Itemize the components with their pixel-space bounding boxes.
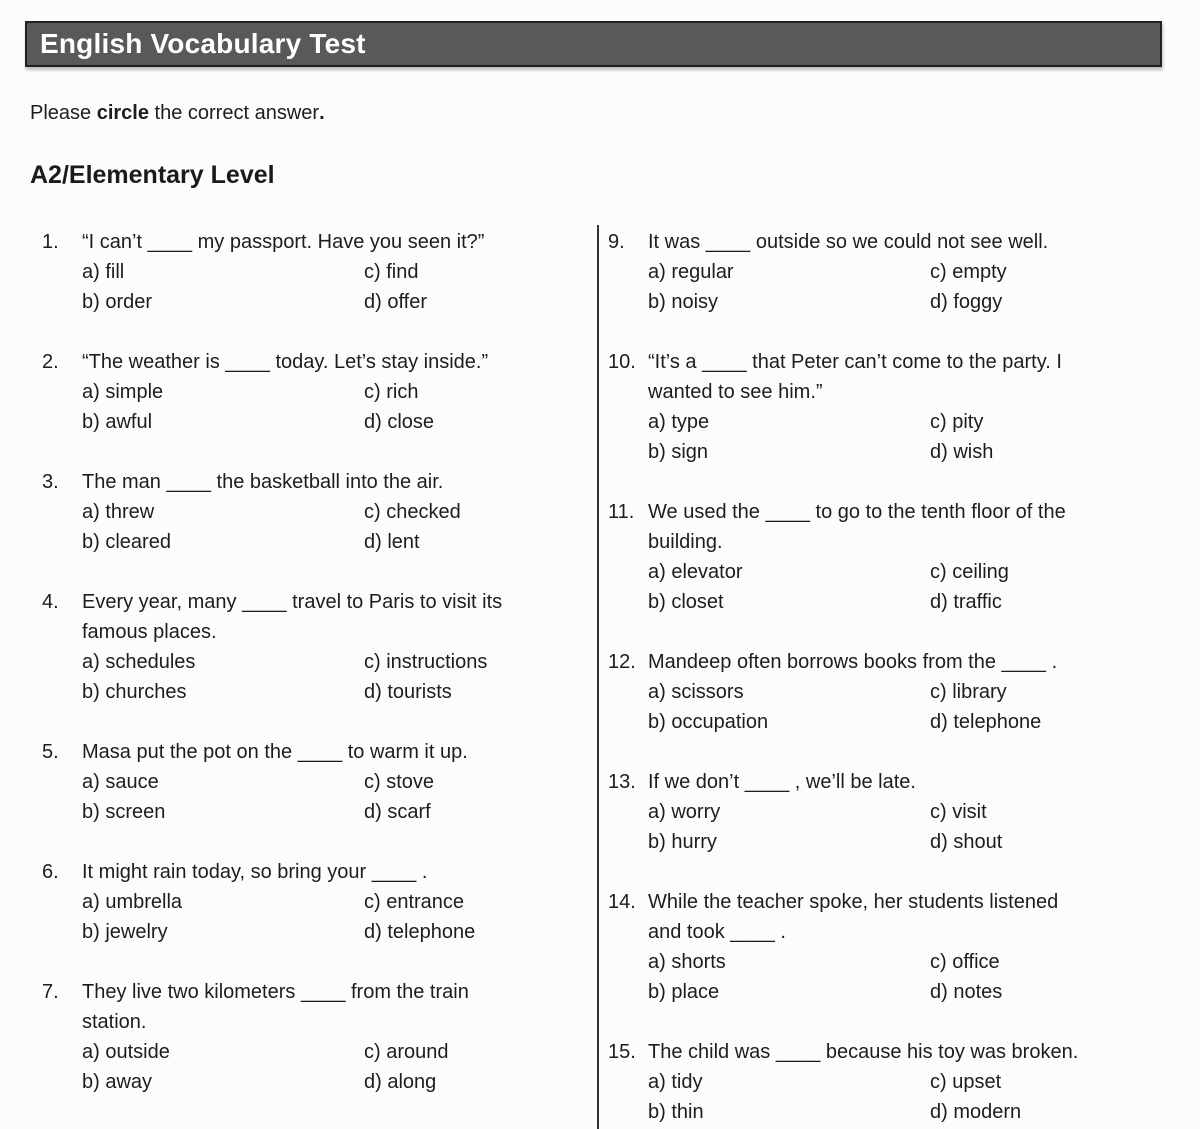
question-stem-line: “The weather is ____ today. Let’s stay inside.” <box>82 351 489 373</box>
option-row <box>82 407 587 437</box>
question-stem-line: building. <box>648 531 723 553</box>
question-stem-line: The man ____ the basketball into the air. <box>82 471 444 493</box>
answer-option: d) lent <box>364 531 420 553</box>
answer-option: a) type <box>648 411 710 433</box>
instructions-bold-word: circle <box>96 102 149 124</box>
option-row <box>82 287 587 317</box>
option-row <box>648 707 1183 737</box>
question-item <box>608 497 1183 617</box>
question-stem-line: They live two kilometers ____ from the train <box>82 981 469 1003</box>
question-body <box>648 647 1183 737</box>
instructions-line <box>30 100 325 126</box>
question-item <box>608 647 1183 737</box>
answer-option: d) telephone <box>364 921 476 943</box>
option-row <box>648 677 1183 707</box>
question-number: 7. <box>42 981 59 1003</box>
question-stem-line: “It’s a ____ that Peter can’t come to the party. I <box>648 351 1062 373</box>
option-row <box>82 377 587 407</box>
question-stem-line: Every year, many ____ travel to Paris to visit its <box>82 591 503 613</box>
option-row <box>648 827 1183 857</box>
answer-option: c) pity <box>930 411 984 433</box>
answer-option: c) checked <box>364 501 461 523</box>
answer-option: b) away <box>82 1071 153 1093</box>
question-item <box>608 227 1183 317</box>
answer-option: b) screen <box>82 801 166 823</box>
answer-option: a) threw <box>82 501 155 523</box>
question-stem-line: station. <box>82 1011 147 1033</box>
question-item <box>42 977 587 1097</box>
question-stem-line: wanted to see him.” <box>648 381 823 403</box>
option-row <box>82 647 587 677</box>
question-number: 1. <box>42 231 59 253</box>
answer-option: d) shout <box>930 831 1003 853</box>
question-number: 12. <box>608 651 636 673</box>
option-row <box>82 677 587 707</box>
answer-option: c) rich <box>364 381 419 403</box>
question-body <box>82 347 587 437</box>
answer-option: b) sign <box>648 441 709 463</box>
question-item <box>42 737 587 827</box>
answer-option: d) scarf <box>364 801 431 823</box>
option-row <box>82 1037 587 1067</box>
answer-option: c) around <box>364 1041 449 1063</box>
answer-option: b) churches <box>82 681 187 703</box>
question-number: 11. <box>608 501 635 523</box>
question-number: 9. <box>608 231 625 253</box>
option-row <box>82 257 587 287</box>
question-number: 4. <box>42 591 59 613</box>
question-number: 10. <box>608 351 636 373</box>
option-row <box>82 767 587 797</box>
question-item <box>42 347 587 437</box>
question-body <box>82 857 587 947</box>
answer-option: d) foggy <box>930 291 1003 313</box>
question-stem-line: If we don’t ____ , we’ll be late. <box>648 771 916 793</box>
answer-option: b) hurry <box>648 831 717 853</box>
answer-option: d) notes <box>930 981 1003 1003</box>
answer-option: d) wish <box>930 441 994 463</box>
option-row <box>648 257 1183 287</box>
answer-option: d) traffic <box>930 591 1002 613</box>
answer-option: b) jewelry <box>82 921 168 943</box>
question-number: 5. <box>42 741 59 763</box>
answer-option: b) place <box>648 981 720 1003</box>
answer-option: c) office <box>930 951 1000 973</box>
question-body <box>82 587 587 707</box>
answer-option: b) cleared <box>82 531 171 553</box>
question-number: 14. <box>608 891 636 913</box>
answer-option: b) order <box>82 291 153 313</box>
question-body <box>648 347 1183 467</box>
title-bar <box>25 21 1162 67</box>
question-stem-line: “I can’t ____ my passport. Have you seen it?” <box>82 231 485 253</box>
question-stem-line: famous places. <box>82 621 217 643</box>
question-stem-line: and took ____ . <box>648 921 786 943</box>
answer-option: a) worry <box>648 801 721 823</box>
question-body <box>648 227 1183 317</box>
answer-option: d) close <box>364 411 435 433</box>
option-row <box>648 947 1183 977</box>
option-row <box>82 917 587 947</box>
answer-option: d) offer <box>364 291 427 313</box>
answer-option: d) tourists <box>364 681 452 703</box>
question-body <box>648 887 1183 1007</box>
option-row <box>648 557 1183 587</box>
question-item <box>608 347 1183 467</box>
question-stem-line: The child was ____ because his toy was broken. <box>648 1041 1079 1063</box>
question-body <box>82 467 587 557</box>
option-row <box>648 587 1183 617</box>
option-row <box>648 1097 1183 1127</box>
answer-option: c) visit <box>930 801 987 823</box>
answer-option: c) instructions <box>364 651 488 673</box>
option-row <box>648 797 1183 827</box>
answer-option: b) thin <box>648 1101 704 1123</box>
instructions-text: the correct answer <box>148 102 320 124</box>
option-row <box>648 977 1183 1007</box>
answer-option: b) closet <box>648 591 724 613</box>
answer-option: d) modern <box>930 1101 1022 1123</box>
question-body <box>648 497 1183 617</box>
question-stem-line: Masa put the pot on the ____ to warm it up. <box>82 741 468 763</box>
answer-option: a) regular <box>648 261 734 283</box>
question-stem-line: It was ____ outside so we could not see well. <box>648 231 1049 253</box>
question-stem-line: We used the ____ to go to the tenth floor of the <box>648 501 1066 523</box>
answer-option: a) umbrella <box>82 891 183 913</box>
question-stem-line: It might rain today, so bring your ____ . <box>82 861 428 883</box>
question-item <box>42 467 587 557</box>
answer-option: a) elevator <box>648 561 743 583</box>
option-row <box>82 887 587 917</box>
option-row <box>82 527 587 557</box>
answer-option: b) awful <box>82 411 153 433</box>
answer-option: b) occupation <box>648 711 769 733</box>
questions-column-right <box>608 227 1183 1129</box>
question-stem-line: Mandeep often borrows books from the ____ . <box>648 651 1058 673</box>
answer-option: c) empty <box>930 261 1007 283</box>
option-row <box>82 497 587 527</box>
question-item <box>608 767 1183 857</box>
question-item <box>608 1037 1183 1127</box>
answer-option: a) sauce <box>82 771 159 793</box>
answer-option: b) noisy <box>648 291 719 313</box>
question-item <box>608 887 1183 1007</box>
column-divider <box>597 225 599 1129</box>
answer-option: d) telephone <box>930 711 1042 733</box>
answer-option: a) fill <box>82 261 125 283</box>
answer-option: c) stove <box>364 771 435 793</box>
question-body <box>82 737 587 827</box>
answer-option: a) tidy <box>648 1071 703 1093</box>
answer-option: c) upset <box>930 1071 1002 1093</box>
question-body <box>82 227 587 317</box>
instructions-bold-word: . <box>319 102 325 124</box>
question-stem-line: While the teacher spoke, her students listened <box>648 891 1059 913</box>
section-heading: A2/Elementary Level <box>30 161 275 189</box>
question-body <box>648 767 1183 857</box>
question-item <box>42 857 587 947</box>
question-number: 3. <box>42 471 59 493</box>
answer-option: d) along <box>364 1071 437 1093</box>
option-row <box>82 797 587 827</box>
question-number: 13. <box>608 771 636 793</box>
question-body <box>82 977 587 1097</box>
answer-option: a) scissors <box>648 681 744 703</box>
option-row <box>648 287 1183 317</box>
answer-option: c) entrance <box>364 891 465 913</box>
question-number: 2. <box>42 351 59 373</box>
question-item <box>42 227 587 317</box>
question-body <box>648 1037 1183 1127</box>
answer-option: a) shorts <box>648 951 726 973</box>
question-number: 6. <box>42 861 59 883</box>
answer-option: c) find <box>364 261 419 283</box>
question-number: 15. <box>608 1041 636 1063</box>
questions-column-left <box>42 227 587 1127</box>
answer-option: c) library <box>930 681 1007 703</box>
option-row <box>648 407 1183 437</box>
option-row <box>648 1067 1183 1097</box>
answer-option: a) simple <box>82 381 164 403</box>
answer-option: a) outside <box>82 1041 170 1063</box>
answer-option: a) schedules <box>82 651 196 673</box>
option-row <box>82 1067 587 1097</box>
answer-option: c) ceiling <box>930 561 1009 583</box>
instructions-text: Please <box>30 102 97 124</box>
option-row <box>648 437 1183 467</box>
question-item <box>42 587 587 707</box>
page-title: English Vocabulary Test <box>40 28 366 59</box>
